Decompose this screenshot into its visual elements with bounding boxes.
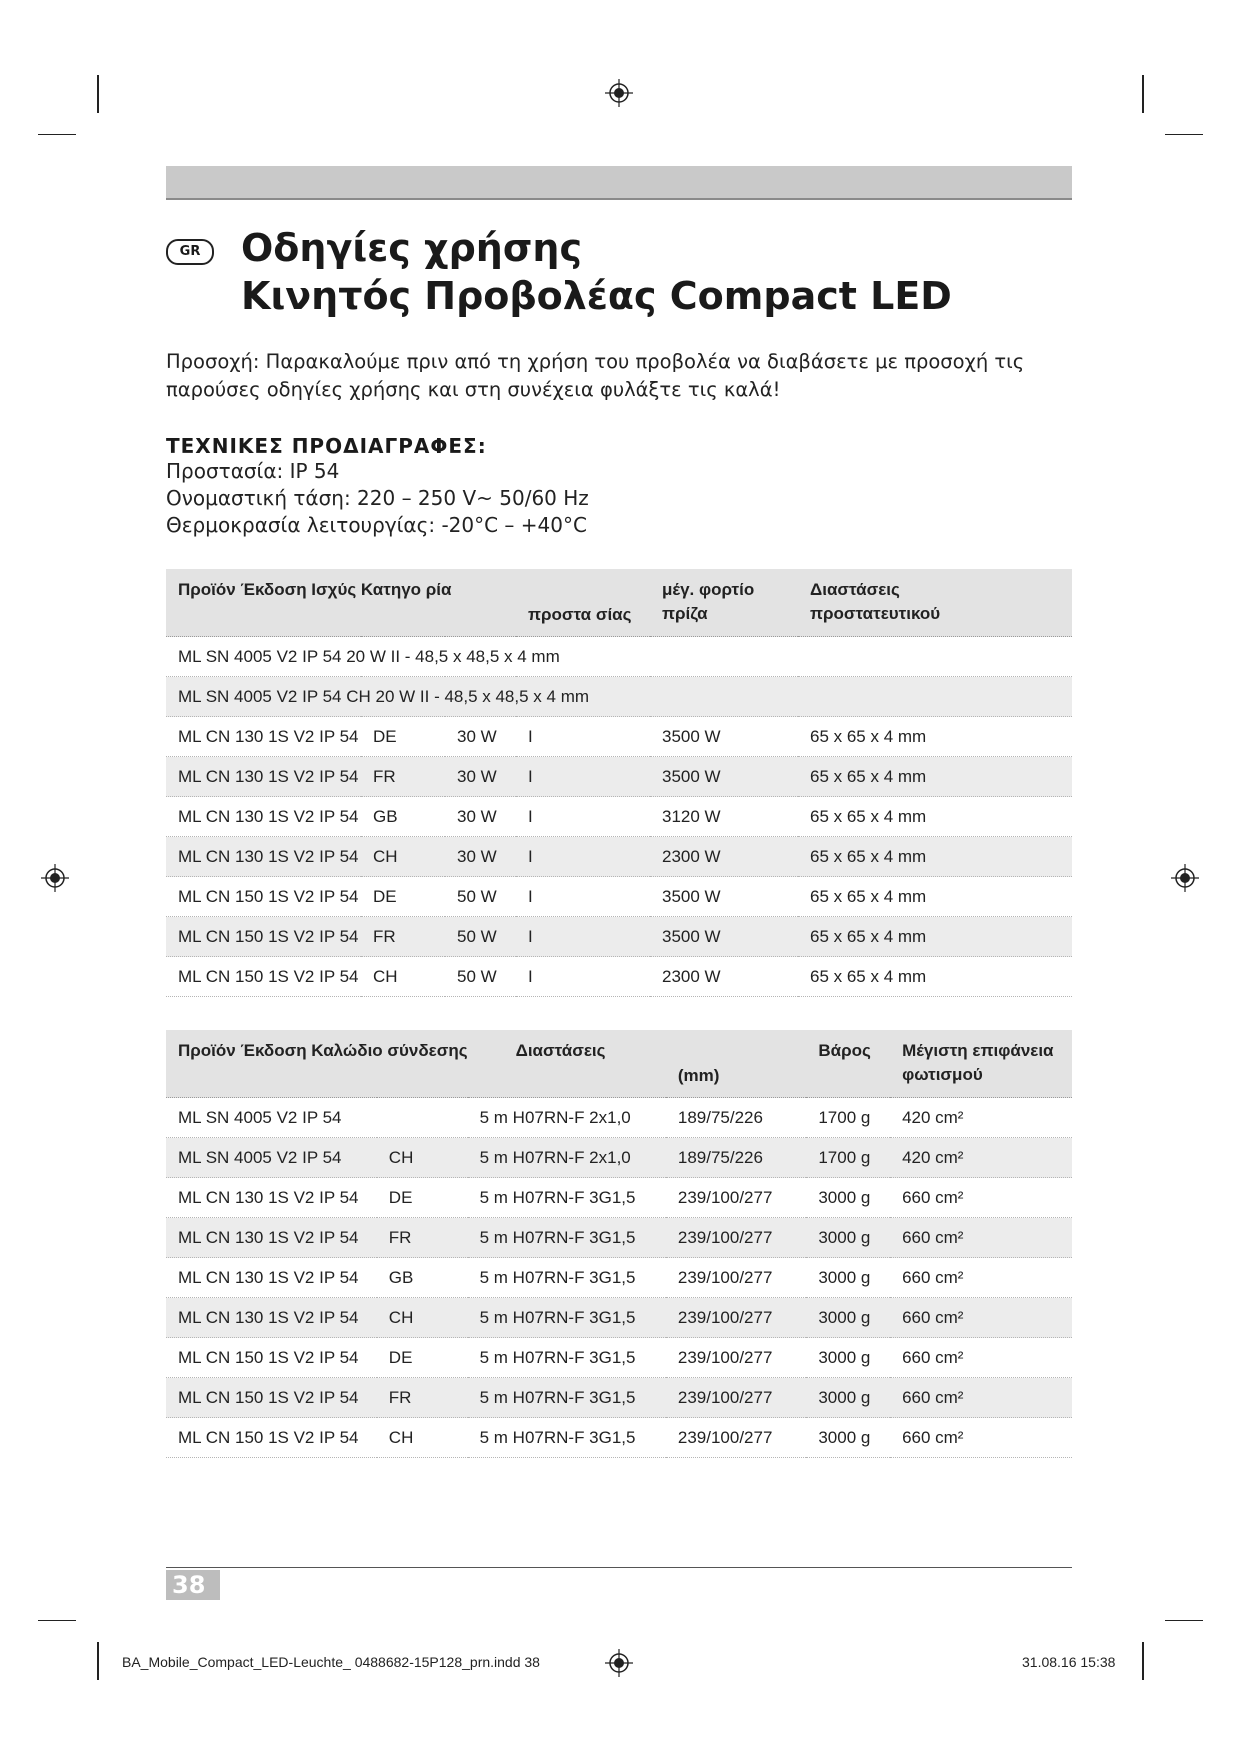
table-row bbox=[166, 877, 1072, 917]
table-cell: 239/100/277 bbox=[666, 1378, 806, 1418]
table-cell: 30 W bbox=[445, 837, 516, 877]
registration-mark-icon bbox=[604, 78, 634, 108]
table-cell: I bbox=[516, 917, 650, 957]
table-cell: 3500 W bbox=[650, 917, 798, 957]
table-cell: 420 cm² bbox=[890, 1138, 1072, 1178]
table-row bbox=[166, 797, 1072, 837]
table-row bbox=[166, 1178, 1072, 1218]
table-cell: 3000 g bbox=[806, 1298, 890, 1338]
page-title: Οδηγίες χρήσης bbox=[241, 226, 582, 270]
table-row bbox=[166, 637, 1072, 677]
footer-rule bbox=[166, 1567, 1072, 1568]
power-table bbox=[166, 569, 1072, 997]
table-row bbox=[166, 917, 1072, 957]
table-cell: 239/100/277 bbox=[666, 1338, 806, 1378]
table-row bbox=[166, 1258, 1072, 1298]
table-cell: 65 x 65 x 4 mm bbox=[798, 837, 1072, 877]
crop-mark bbox=[1165, 134, 1203, 135]
crop-mark bbox=[1165, 1620, 1203, 1621]
table-cell: 50 W bbox=[445, 957, 516, 997]
table-cell: 3000 g bbox=[806, 1378, 890, 1418]
table-cell: 5 m H07RN-F 3G1,5 bbox=[468, 1378, 666, 1418]
spec-temperature: Θερμοκρασία λειτουργίας: -20°C – +40°C bbox=[166, 513, 587, 537]
table-cell: 2300 W bbox=[650, 957, 798, 997]
table-cell: 3000 g bbox=[806, 1178, 890, 1218]
table-cell: FR bbox=[361, 917, 445, 957]
table-cell: 3500 W bbox=[650, 877, 798, 917]
table-cell: CH bbox=[377, 1418, 468, 1458]
header-dimensions: Διαστάσεις bbox=[468, 1030, 666, 1098]
table-cell: 660 cm² bbox=[890, 1378, 1072, 1418]
table-row bbox=[166, 1418, 1072, 1458]
table-cell: 5 m H07RN-F 3G1,5 bbox=[468, 1418, 666, 1458]
cable-table bbox=[166, 1030, 1072, 1458]
table-cell: 660 cm² bbox=[890, 1178, 1072, 1218]
table-cell: 65 x 65 x 4 mm bbox=[798, 877, 1072, 917]
table-cell: 239/100/277 bbox=[666, 1258, 806, 1298]
table-cell bbox=[377, 1098, 468, 1138]
table-cell: 5 m H07RN-F 2x1,0 bbox=[468, 1138, 666, 1178]
table-cell: ML CN 150 1S V2 IP 54 bbox=[166, 1338, 377, 1378]
table-cell: 5 m H07RN-F 3G1,5 bbox=[468, 1178, 666, 1218]
table-cell: 660 cm² bbox=[890, 1218, 1072, 1258]
table-cell: CH bbox=[361, 957, 445, 997]
table-cell: 5 m H07RN-F 3G1,5 bbox=[468, 1338, 666, 1378]
crop-mark bbox=[38, 1620, 76, 1621]
table-cell: I bbox=[516, 957, 650, 997]
header-protection-class: προστα σίας bbox=[516, 569, 650, 637]
table-cell: DE bbox=[377, 1178, 468, 1218]
spec-protection: Προστασία: IP 54 bbox=[166, 459, 340, 483]
crop-mark bbox=[1142, 1642, 1144, 1680]
table-cell: FR bbox=[377, 1378, 468, 1418]
table-cell: FR bbox=[377, 1218, 468, 1258]
table-cell: 189/75/226 bbox=[666, 1098, 806, 1138]
table-cell: I bbox=[516, 877, 650, 917]
table-header bbox=[166, 1030, 1072, 1098]
spec-voltage: Ονομαστική τάση: 220 – 250 V~ 50/60 Hz bbox=[166, 486, 589, 510]
table-cell: 65 x 65 x 4 mm bbox=[798, 917, 1072, 957]
table-cell: 5 m H07RN-F 3G1,5 bbox=[468, 1298, 666, 1338]
table-cell: 660 cm² bbox=[890, 1258, 1072, 1298]
table-cell: ML CN 130 1S V2 IP 54 bbox=[166, 1258, 377, 1298]
table-cell: ML CN 130 1S V2 IP 54 bbox=[166, 1298, 377, 1338]
table-cell: ML CN 130 1S V2 IP 54 bbox=[166, 797, 361, 837]
table-cell: ML CN 130 1S V2 IP 54 bbox=[166, 757, 361, 797]
header-product-cable: Προϊόν Έκδοση Καλώδιο σύνδεσης bbox=[166, 1030, 468, 1098]
table-cell: ML CN 150 1S V2 IP 54 bbox=[166, 1418, 377, 1458]
table-cell: DE bbox=[377, 1338, 468, 1378]
intro-paragraph: Προσοχή: Παρακαλούμε πριν από τη χρήση του προβολέα να διαβάσετε με προσοχή τις παρούσες οδηγίες χρήσης και στη συνέχεια φυλάξτε τις καλά! bbox=[166, 350, 1025, 401]
table-cell: 660 cm² bbox=[890, 1418, 1072, 1458]
table-cell: ML CN 150 1S V2 IP 54 bbox=[166, 957, 361, 997]
crop-mark bbox=[38, 134, 76, 135]
header-max-area: Μέγιστη επιφάνεια φωτισμού bbox=[890, 1030, 1072, 1098]
table-cell: 3000 g bbox=[806, 1258, 890, 1298]
table-cell: 50 W bbox=[445, 877, 516, 917]
table-row bbox=[166, 1378, 1072, 1418]
table-cell: 5 m H07RN-F 2x1,0 bbox=[468, 1098, 666, 1138]
table-cell: 239/100/277 bbox=[666, 1418, 806, 1458]
table-cell: 189/75/226 bbox=[666, 1138, 806, 1178]
page-number: 38 bbox=[166, 1570, 220, 1600]
table-cell: ML CN 150 1S V2 IP 54 bbox=[166, 917, 361, 957]
table-cell: I bbox=[516, 717, 650, 757]
table-cell: FR bbox=[361, 757, 445, 797]
table-cell: 420 cm² bbox=[890, 1098, 1072, 1138]
table-cell: 1700 g bbox=[806, 1138, 890, 1178]
table-cell: I bbox=[516, 837, 650, 877]
table-cell: 3120 W bbox=[650, 797, 798, 837]
table-cell: 3000 g bbox=[806, 1218, 890, 1258]
header-product-power: Προϊόν Έκδοση Ισχύς Κατηγο ρία bbox=[166, 569, 516, 637]
table-cell: I bbox=[516, 797, 650, 837]
table-cell: 65 x 65 x 4 mm bbox=[798, 757, 1072, 797]
table-cell: 5 m H07RN-F 3G1,5 bbox=[468, 1218, 666, 1258]
table-cell: 65 x 65 x 4 mm bbox=[798, 957, 1072, 997]
table-row bbox=[166, 757, 1072, 797]
crop-mark bbox=[1142, 75, 1144, 113]
table-cell: 239/100/277 bbox=[666, 1298, 806, 1338]
table-row bbox=[166, 677, 1072, 717]
country-badge: GR bbox=[166, 239, 214, 265]
table-cell: CH bbox=[361, 837, 445, 877]
table-cell: ML CN 150 1S V2 IP 54 bbox=[166, 877, 361, 917]
table-cell: ML SN 4005 V2 IP 54 20 W II - 48,5 x 48,5 x 4 mm bbox=[166, 637, 1072, 677]
crop-mark bbox=[97, 1642, 99, 1680]
table-row bbox=[166, 1298, 1072, 1338]
table-cell: 3000 g bbox=[806, 1418, 890, 1458]
header-mm: (mm) bbox=[666, 1030, 806, 1098]
footer-date: 31.08.16 15:38 bbox=[1022, 1654, 1116, 1670]
table-cell: ML CN 130 1S V2 IP 54 bbox=[166, 717, 361, 757]
crop-mark bbox=[97, 75, 99, 113]
footer-filename: BA_Mobile_Compact_LED-Leuchte_ 0488682-15P128_prn.indd 38 bbox=[122, 1654, 540, 1670]
table-cell: 5 m H07RN-F 3G1,5 bbox=[468, 1258, 666, 1298]
table-cell: CH bbox=[377, 1138, 468, 1178]
registration-mark-icon bbox=[1170, 863, 1200, 893]
table-row bbox=[166, 717, 1072, 757]
table-cell: I bbox=[516, 757, 650, 797]
header-band bbox=[166, 166, 1072, 200]
table-row bbox=[166, 1098, 1072, 1138]
table-cell: ML SN 4005 V2 IP 54 CH 20 W II - 48,5 x 48,5 x 4 mm bbox=[166, 677, 1072, 717]
table-cell: 660 cm² bbox=[890, 1298, 1072, 1338]
table-cell: ML CN 130 1S V2 IP 54 bbox=[166, 1218, 377, 1258]
table-cell: ML CN 150 1S V2 IP 54 bbox=[166, 1378, 377, 1418]
table-cell: 30 W bbox=[445, 797, 516, 837]
header-dimensions: Διαστάσεις προστατευτικού bbox=[798, 569, 1072, 637]
table-cell: DE bbox=[361, 877, 445, 917]
header-max-load: μέγ. φορτίο πρίζα bbox=[650, 569, 798, 637]
table-cell: DE bbox=[361, 717, 445, 757]
table-cell: 239/100/277 bbox=[666, 1178, 806, 1218]
table-cell: 30 W bbox=[445, 757, 516, 797]
table-cell: GB bbox=[361, 797, 445, 837]
table-cell: 660 cm² bbox=[890, 1338, 1072, 1378]
header-weight: Βάρος bbox=[806, 1030, 890, 1098]
table-cell: ML SN 4005 V2 IP 54 bbox=[166, 1098, 377, 1138]
table-cell: 3500 W bbox=[650, 757, 798, 797]
tech-specs-heading: ΤΕΧΝΙΚΕΣ ΠΡΟΔΙΑΓΡΑΦΕΣ: bbox=[166, 434, 487, 458]
registration-mark-icon bbox=[604, 1648, 634, 1678]
table-cell: 239/100/277 bbox=[666, 1218, 806, 1258]
table-cell: GB bbox=[377, 1258, 468, 1298]
table-cell: 2300 W bbox=[650, 837, 798, 877]
registration-mark-icon bbox=[40, 863, 70, 893]
table-cell: ML SN 4005 V2 IP 54 bbox=[166, 1138, 377, 1178]
table-header bbox=[166, 569, 1072, 637]
table-cell: 30 W bbox=[445, 717, 516, 757]
table-row bbox=[166, 1218, 1072, 1258]
table-row bbox=[166, 957, 1072, 997]
table-row bbox=[166, 837, 1072, 877]
table-row bbox=[166, 1138, 1072, 1178]
table-cell: ML CN 130 1S V2 IP 54 bbox=[166, 1178, 377, 1218]
table-cell: 3000 g bbox=[806, 1338, 890, 1378]
table-row bbox=[166, 1338, 1072, 1378]
table-cell: 65 x 65 x 4 mm bbox=[798, 717, 1072, 757]
table-cell: CH bbox=[377, 1298, 468, 1338]
table-cell: 1700 g bbox=[806, 1098, 890, 1138]
table-cell: 3500 W bbox=[650, 717, 798, 757]
table-cell: 50 W bbox=[445, 917, 516, 957]
page-subtitle: Κινητός Προβολέας Compact LED bbox=[241, 274, 952, 318]
table-cell: 65 x 65 x 4 mm bbox=[798, 797, 1072, 837]
table-cell: ML CN 130 1S V2 IP 54 bbox=[166, 837, 361, 877]
